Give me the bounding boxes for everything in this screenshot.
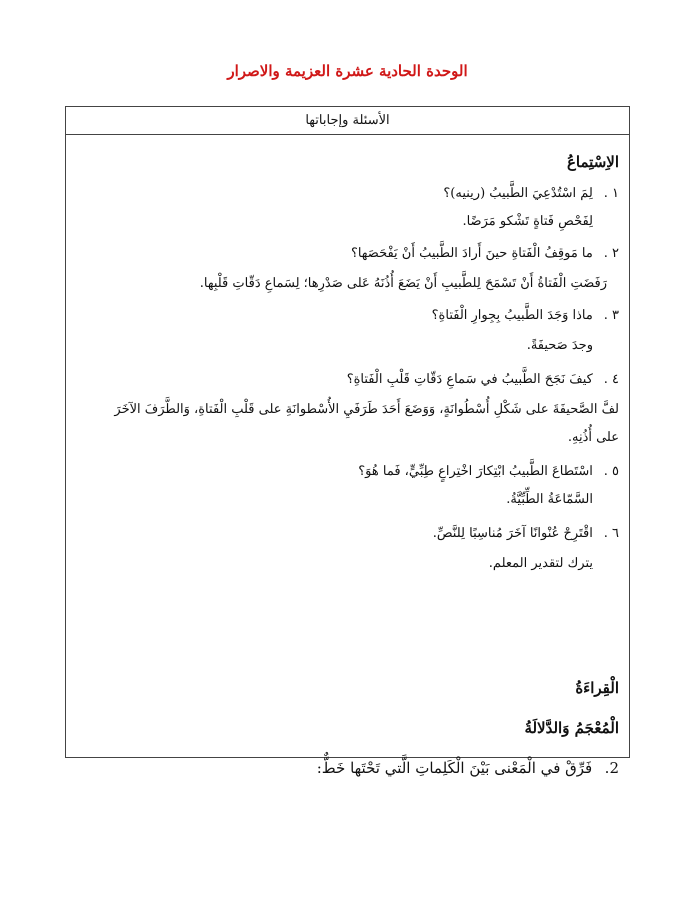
question-6 xyxy=(74,521,619,547)
question-number: 2. xyxy=(604,759,619,777)
answer-5: السَّمّاعَةُ الطِّبِّيَّةُ. xyxy=(506,492,593,507)
question-5 xyxy=(74,459,619,485)
answer-1: لِفَحْصِ فَتاةٍ تَشْكو مَرَضًا. xyxy=(462,214,593,229)
question-3 xyxy=(74,303,619,329)
question-number: ٥ . xyxy=(603,464,619,479)
question-1 xyxy=(74,181,619,207)
question-text: لِمَ اسْتُدْعِيَ الطَّبيبُ (رينيه)؟ xyxy=(443,186,593,201)
table-body xyxy=(66,149,629,781)
question-number: ٦ . xyxy=(603,526,619,541)
question-number: ٤ . xyxy=(603,372,619,387)
question-text: اقْتَرِحْ عُنْوانًا آخَرَ مُناسِبًا لِلنَّصِّ. xyxy=(432,526,593,541)
listening-heading: الاِسْتِماعُ xyxy=(566,153,619,171)
answer-6: يترك لتقدير المعلم. xyxy=(488,556,593,571)
question-2 xyxy=(74,241,619,267)
question-number: ٢ . xyxy=(603,246,619,261)
question-text: فَرِّقْ في الْمَعْنى بَيْنَ الْكَلِماتِ الَّتي تَحْتَها خَطٌّ: xyxy=(316,759,593,777)
page-title: الوحدة الحادية عشرة العزيمة والاصرار xyxy=(227,62,468,80)
question-text: اسْتَطاعَ الطَّبيبُ ابْتِكارَ اخْتِراعٍ طِبِّيٍّ، فَما هُوَ؟ xyxy=(358,464,593,479)
answer-2: رَفَضَتِ الْفَتاةُ أَنْ تَسْمَحَ لِلطَّبيبِ أَنْ يَضَعَ أُذُنَهُ عَلى صَدْرِها؛ لِسَماعِ دَقّاتِ قَلْبِها. xyxy=(199,276,607,291)
table-header: الأسئلة وإجاباتها xyxy=(66,107,629,135)
qa-table xyxy=(65,106,630,777)
question-4 xyxy=(74,367,619,393)
question-text: ما مَوقِفُ الْفَتاةِ حينَ أَرادَ الطَّبيبُ أَنْ يَفْحَصَها؟ xyxy=(350,246,593,261)
lexicon-question xyxy=(74,755,619,781)
question-text: ماذا وَجَدَ الطَّبيبُ بِجِوارِ الْفَتاةِ؟ xyxy=(431,308,593,323)
lexicon-heading: الْمُعْجَمُ وَالدَّلالَةُ xyxy=(524,719,619,737)
question-number: ١ . xyxy=(603,186,619,201)
question-number: ٣ . xyxy=(603,308,619,323)
answer-4-line-2: على أُذُنِهِ. xyxy=(567,430,619,445)
answer-4-line-1: لفَّ الصَّحيفَةَ على شَكْلِ أُسْطُوانَةٍ، وَوَضَعَ أَحَدَ طَرَفَيِ الأُسْطوانَةِ على قَلْبِ الْفَتاةِ، وَالطَّرَفَ الآخَرَ xyxy=(114,402,619,417)
answer-3: وجدَ صَحيفَةً. xyxy=(526,338,593,353)
question-text: كيفَ نَجَحَ الطَّبيبُ في سَماعِ دَقّاتِ قَلْبِ الْفَتاةِ؟ xyxy=(346,372,593,387)
reading-heading: الْقِراءَةُ xyxy=(575,679,619,697)
